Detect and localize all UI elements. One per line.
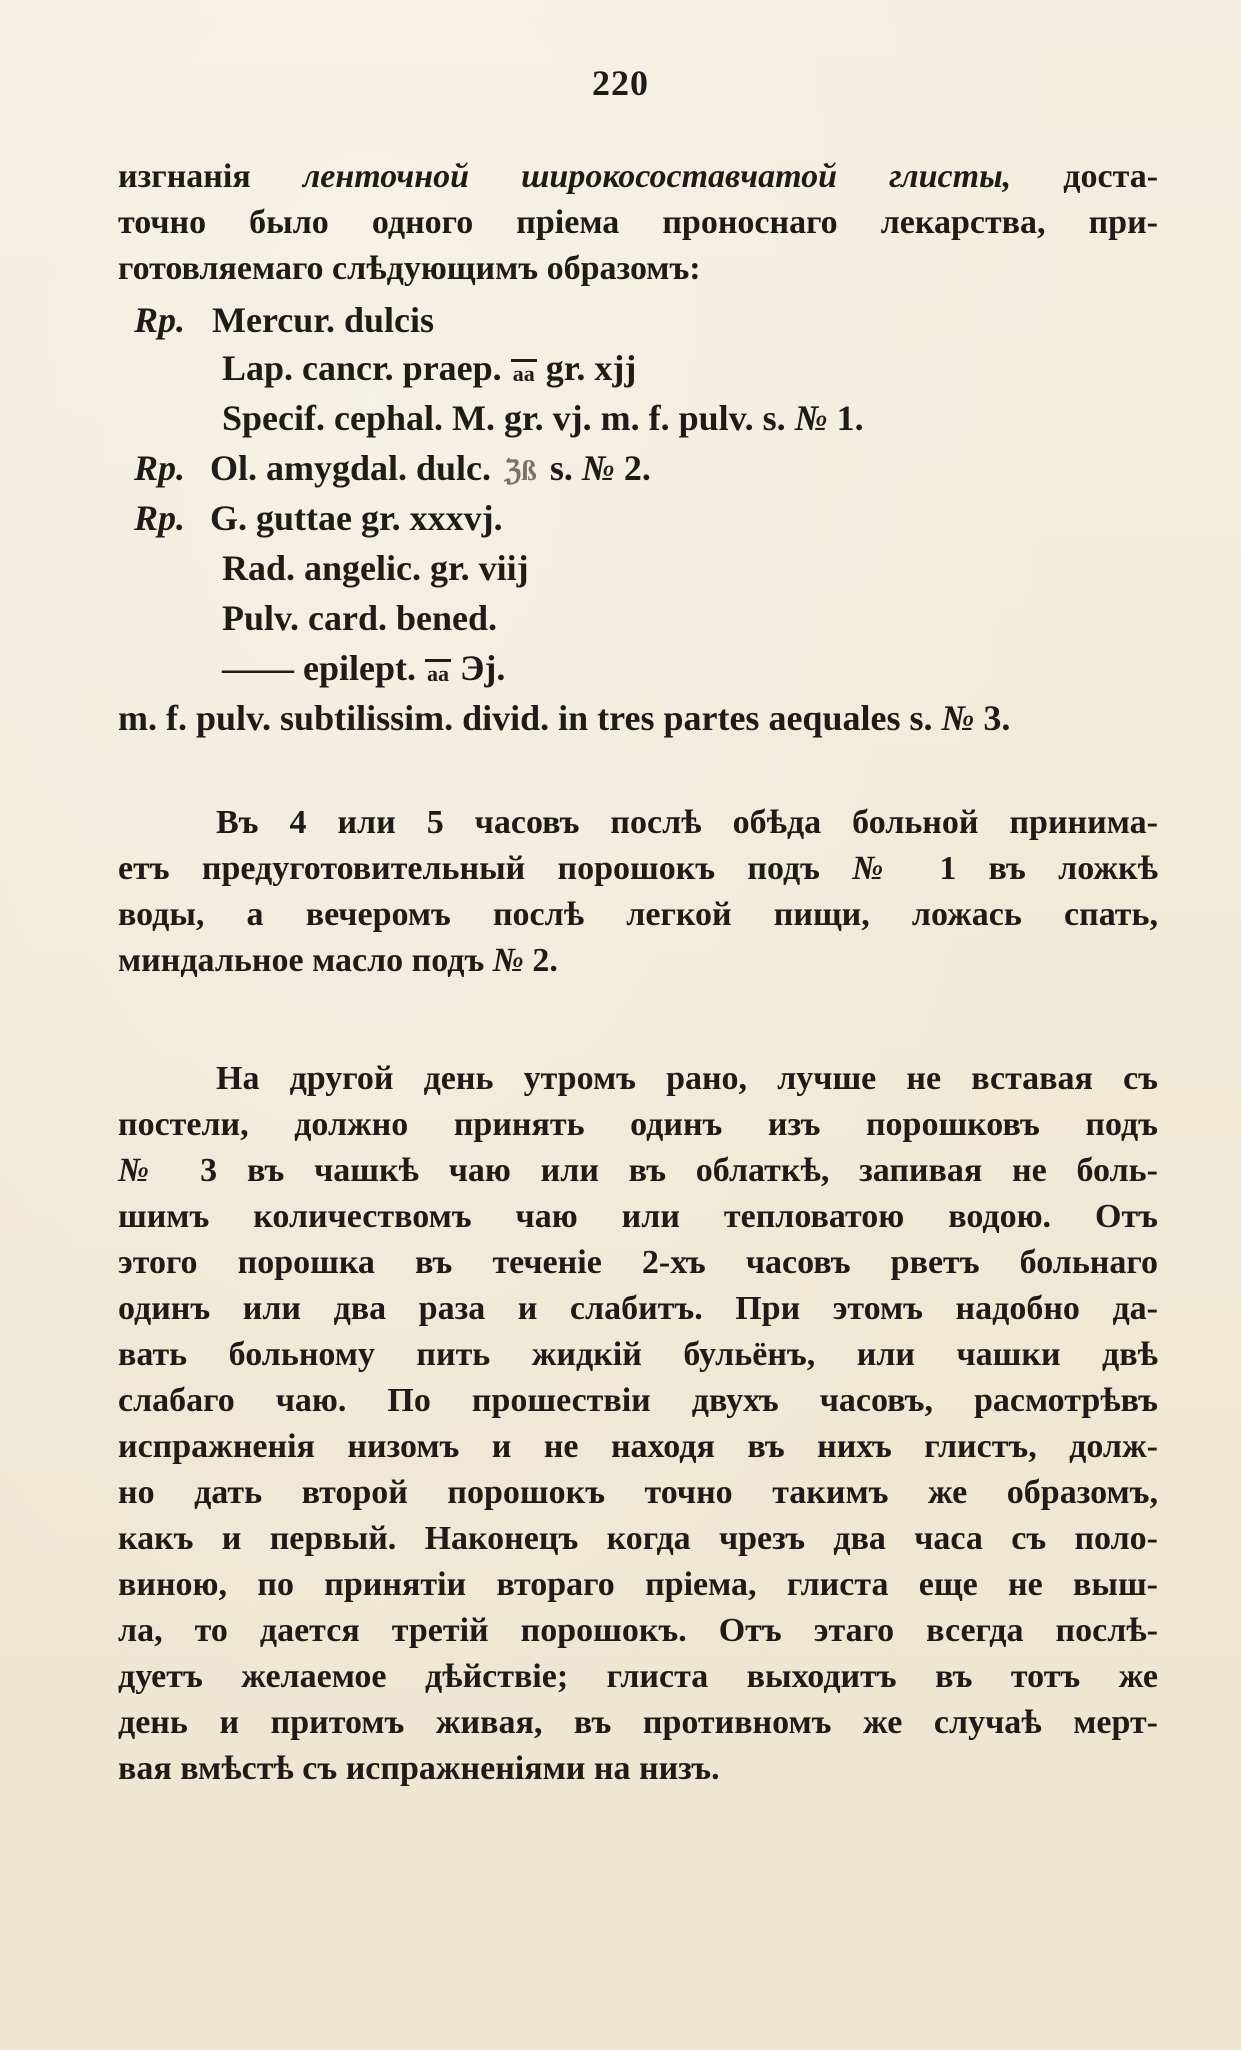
recipe-text: G. guttae gr. xxxvj. (210, 498, 503, 538)
para1-line-3: воды, а вечеромъ послѣ легкой пищи, ложась спать, (118, 896, 1158, 933)
para1-line-2 (118, 846, 1158, 892)
para2-line-16: вая вмѣстѣ съ испражненіями на низъ. (118, 1750, 720, 1787)
numero-icon: № (581, 448, 615, 488)
numero-icon: № (794, 398, 828, 438)
para-text: 1 въ ложкѣ (939, 850, 1158, 887)
recipe-text: s. (549, 448, 573, 488)
intro-italic-phrase: ленточной широкосоставчатой глисты, (302, 158, 1012, 195)
ana-symbol-icon: aa (512, 360, 535, 386)
recipe-text: m. f. pulv. subtilissim. divid. in tres partes aequales s. (118, 698, 933, 738)
para2-line-10: но дать второй порошокъ точно такимъ же образомъ, (118, 1474, 1158, 1511)
ana-symbol-icon: aa (427, 660, 449, 686)
para2-line-12: виною, по принятіи втораго пріема, глиста еще не выш- (118, 1566, 1158, 1603)
para-text: етъ предуготовительный порошокъ подъ (118, 850, 820, 887)
para2-line-2: постели, должно принять одинъ изъ порошковъ подъ (118, 1106, 1158, 1143)
intro-line-2: точно было одного пріема проноснаго лекарства, при- (118, 204, 1158, 241)
intro-word-end: доста- (1063, 158, 1159, 195)
recipe-line-4 (134, 444, 651, 492)
recipe-line-3 (222, 394, 864, 442)
intro-line-3: готовляемаго слѣдующимъ образомъ: (118, 250, 701, 287)
para2-line-7: вать больному пить жидкій бульёнъ, или чашки двѣ (118, 1336, 1158, 1373)
recipe-text: Specif. cephal. M. gr. vj. m. f. pulv. s. (222, 398, 786, 438)
recipe-text: Lap. cancr. praep. (222, 348, 502, 388)
para2-line-4: шимъ количествомъ чаю или тепловатою водою. Отъ (118, 1198, 1158, 1235)
recipe-text: Эj. (460, 648, 506, 688)
recipe-number: 1. (836, 398, 864, 438)
intro-text (118, 154, 1158, 292)
numero-icon: № (852, 850, 908, 887)
recipe-line-9 (118, 694, 1010, 742)
para-text: 3 въ чашкѣ чаю или въ облаткѣ, запивая не боль- (200, 1152, 1158, 1189)
numero-icon: № (118, 1152, 171, 1189)
recipe-line-6: Rad. angelic. gr. viij (222, 548, 529, 588)
para1-line-1: Въ 4 или 5 часовъ послѣ обѣда больной принима- (216, 804, 1158, 841)
recipe-number: 2. (623, 448, 651, 488)
recipe-line-8 (222, 644, 505, 692)
recipe-text: Ol. amygdal. dulc. (210, 448, 492, 488)
para2-line-14: дуетъ желаемое дѣйствіе; глиста выходитъ въ тотъ же (118, 1658, 1158, 1695)
numero-icon: № (941, 698, 975, 738)
para2-line-15: день и притомъ живая, въ противномъ же случаѣ мерт- (118, 1704, 1158, 1741)
rp-label: Rp. (134, 448, 186, 488)
para2-line-11: какъ и первый. Наконецъ когда чрезъ два часа съ поло- (118, 1520, 1158, 1557)
para2-line-3 (118, 1148, 1158, 1194)
recipe-number: 3. (983, 698, 1011, 738)
recipe-text: —— epilept. (222, 648, 416, 688)
para-text: 2. (532, 942, 558, 979)
intro-word: изгнанія (118, 158, 251, 195)
rp-label: Rp. (134, 498, 186, 538)
para2-line-6: одинъ или два раза и слабитъ. При этомъ надобно да- (118, 1290, 1158, 1327)
para2-line-5: этого порошка въ теченіе 2-хъ часовъ рветъ больнаго (118, 1244, 1158, 1281)
recipe-text: gr. xjj (545, 348, 637, 388)
para2-line-8: слабаго чаю. По прошествіи двухъ часовъ, расмотрѣвъ (118, 1382, 1158, 1419)
para2-line-9: испражненія низомъ и не находя въ нихъ глистъ, долж- (118, 1428, 1158, 1465)
paragraph-1 (118, 800, 1158, 984)
para2-line-1: На другой день утромъ рано, лучше не вставая съ (216, 1060, 1158, 1097)
dram-symbol-icon: ℨß (504, 455, 537, 487)
recipe-line-5 (134, 494, 503, 542)
recipe-text: Mercur. dulcis (212, 300, 434, 340)
para2-line-13: ла, то дается третій порошокъ. Отъ этаго всегда послѣ- (118, 1612, 1158, 1649)
intro-line-1 (118, 154, 1158, 200)
para1-line-4 (118, 938, 1158, 984)
recipe-line-2 (222, 344, 636, 392)
rp-label: Rp. (134, 300, 186, 340)
paragraph-2 (118, 1056, 1158, 1792)
page-number: 220 (592, 63, 649, 103)
recipe-line-1 (134, 296, 434, 344)
recipe-line-7: Pulv. card. bened. (222, 598, 498, 638)
para-text: миндальное масло подъ (118, 942, 485, 979)
numero-icon: № (492, 942, 524, 979)
